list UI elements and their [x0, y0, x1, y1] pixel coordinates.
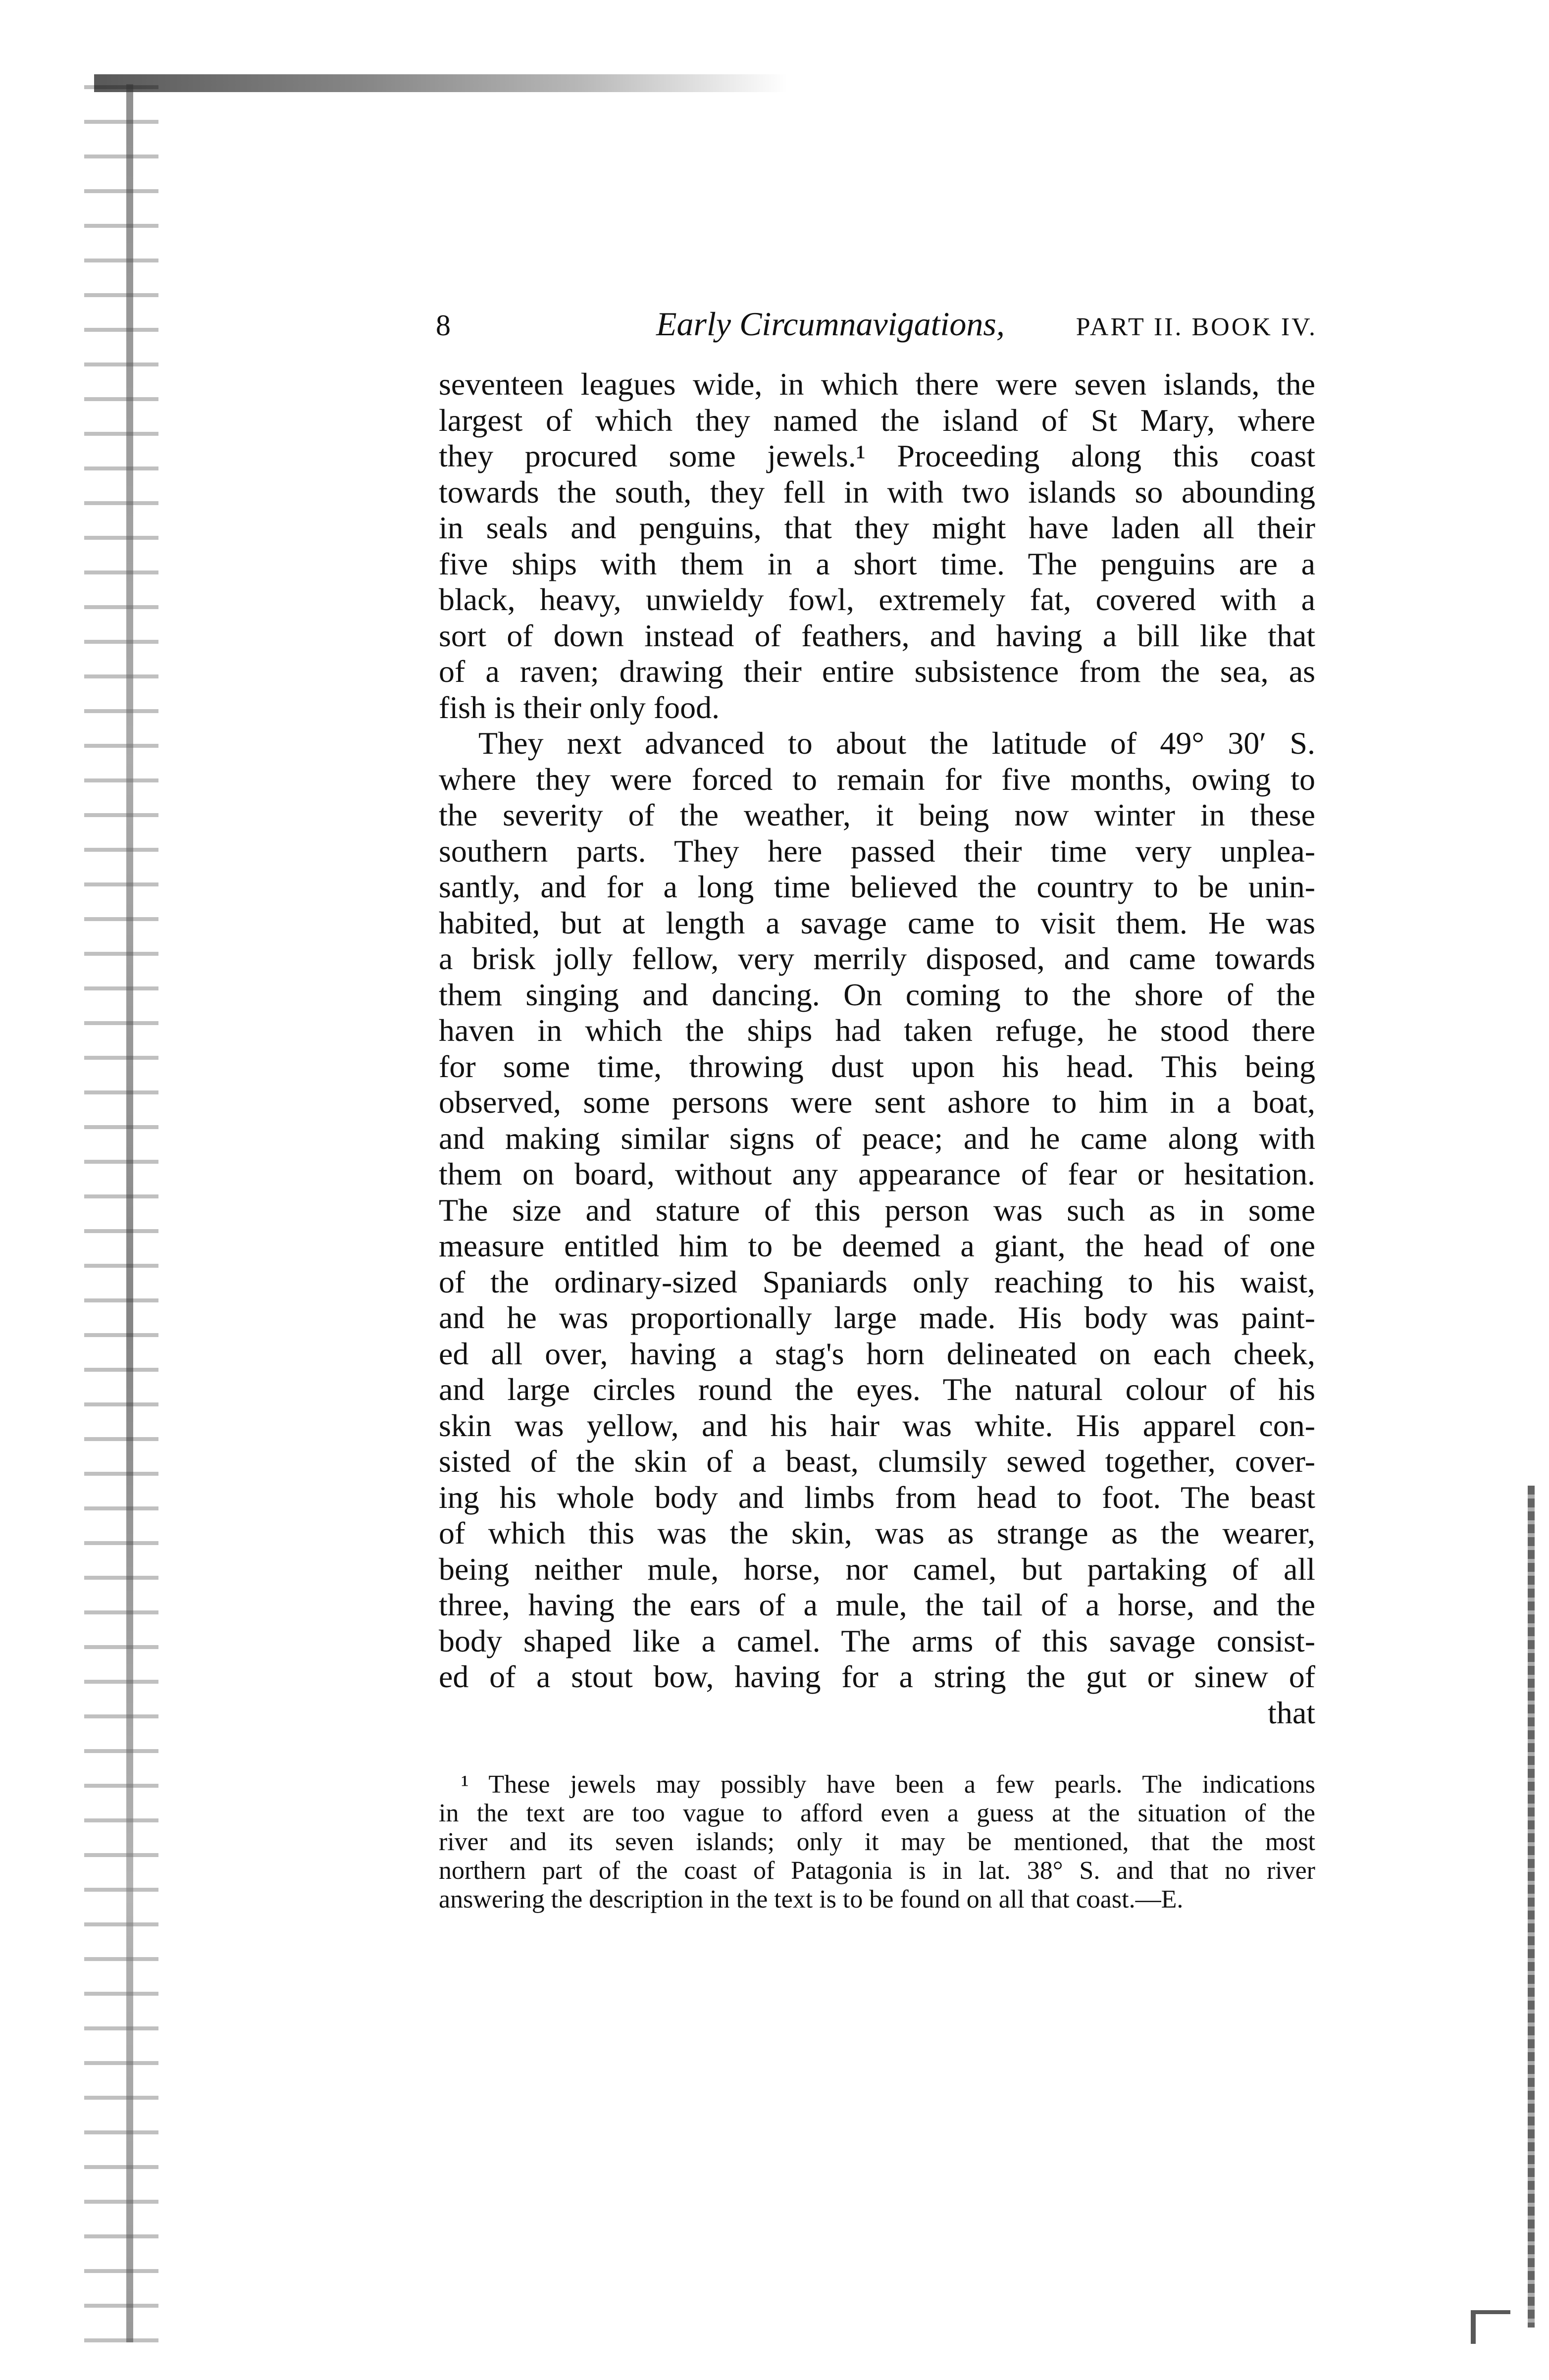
text-line: them on board, without any appearance of fear or hesitation. [439, 1156, 1315, 1191]
text-line: southern parts. They here passed their time very unplea- [439, 833, 1315, 869]
text-line: of a raven; drawing their entire subsistence from the sea, as [439, 654, 1315, 689]
text-line: ed all over, having a stag's horn delineated on each cheek, [439, 1336, 1315, 1371]
running-head [436, 305, 1317, 349]
footnote-line: northern part of the coast of Patagonia is in lat. 38° S. and that no river [439, 1857, 1315, 1885]
text-line: being neither mule, horse, nor camel, but partaking of all [439, 1551, 1315, 1587]
text-line: They next advanced to about the latitude of 49° 30′ S. [478, 725, 1315, 761]
text-line: a brisk jolly fellow, very merrily disposed, and came towards [439, 941, 1315, 976]
text-line: santly, and for a long time believed the country to be unin- [439, 869, 1315, 904]
text-line: they procured some jewels.¹ Proceeding along this coast [439, 438, 1315, 473]
text-line: fish is their only food. [439, 689, 720, 725]
text-line: five ships with them in a short time. The penguins are a [439, 546, 1315, 581]
text-line: body shaped like a camel. The arms of this savage consist- [439, 1623, 1315, 1658]
text-line: towards the south, they fell in with two islands so abounding [439, 474, 1315, 510]
scan-right-edge [1528, 1486, 1535, 2328]
text-line: the severity of the weather, it being now winter in these [439, 797, 1315, 832]
text-line: where they were forced to remain for five months, owing to [439, 761, 1315, 797]
text-line: of which this was the skin, was as strange as the wearer, [439, 1515, 1315, 1551]
text-line: and large circles round the eyes. The natural colour of his [439, 1372, 1315, 1407]
running-title: Early Circumnavigations, [656, 305, 1005, 343]
scan-binding-shadow [84, 74, 158, 2352]
footnote-line: in the text are too vague to afford even a guess at the situation of the [439, 1799, 1315, 1827]
page-number: 8 [436, 309, 451, 342]
text-line: skin was yellow, and his hair was white. His apparel con- [439, 1407, 1315, 1443]
scan-binding-line [126, 84, 133, 2342]
text-line: The size and stature of this person was such as in some [439, 1192, 1315, 1228]
text-line: for some time, throwing dust upon his head. This being [439, 1048, 1315, 1084]
text-line: habited, but at length a savage came to visit them. He was [439, 905, 1315, 940]
footnote-line: river and its seven islands; only it may be mentioned, that the most [439, 1828, 1315, 1856]
text-line: haven in which the ships had taken refuge, he stood there [439, 1013, 1315, 1048]
scan-corner-mark [1471, 2310, 1510, 2344]
scan-top-edge [94, 74, 787, 92]
text-line: seventeen leagues wide, in which there were seven islands, the [439, 366, 1315, 402]
text-line: them singing and dancing. On coming to the shore of the [439, 977, 1315, 1012]
running-section: PART II. BOOK IV. [1076, 313, 1317, 341]
text-line: ing his whole body and limbs from head to foot. The beast [439, 1479, 1315, 1515]
text-line: ed of a stout bow, having for a string the gut or sinew of [439, 1659, 1315, 1694]
text-line: three, having the ears of a mule, the tail of a horse, and the [439, 1587, 1315, 1622]
text-line: and he was proportionally large made. His body was paint- [439, 1300, 1315, 1335]
text-line: black, heavy, unwieldy fowl, extremely fat, covered with a [439, 582, 1315, 617]
catchword: that [1268, 1695, 1315, 1730]
body-text [439, 366, 1315, 1731]
text-line: sort of down instead of feathers, and having a bill like that [439, 618, 1315, 653]
footnote [439, 1770, 1315, 1914]
text-line: in seals and penguins, that they might have laden all their [439, 510, 1315, 545]
text-line: sisted of the skin of a beast, clumsily sewed together, cover- [439, 1444, 1315, 1479]
text-line: largest of which they named the island of St Mary, where [439, 402, 1315, 438]
footnote-line: answering the description in the text is to be found on all that coast.—E. [439, 1885, 1184, 1914]
text-line: and making similar signs of peace; and he came along with [439, 1120, 1315, 1156]
text-line: measure entitled him to be deemed a giant, the head of one [439, 1228, 1315, 1263]
footnote-line: ¹ These jewels may possibly have been a few pearls. The indications [461, 1770, 1315, 1799]
text-line: observed, some persons were sent ashore to him in a boat, [439, 1085, 1315, 1120]
text-line: of the ordinary-sized Spaniards only reaching to his waist, [439, 1264, 1315, 1299]
